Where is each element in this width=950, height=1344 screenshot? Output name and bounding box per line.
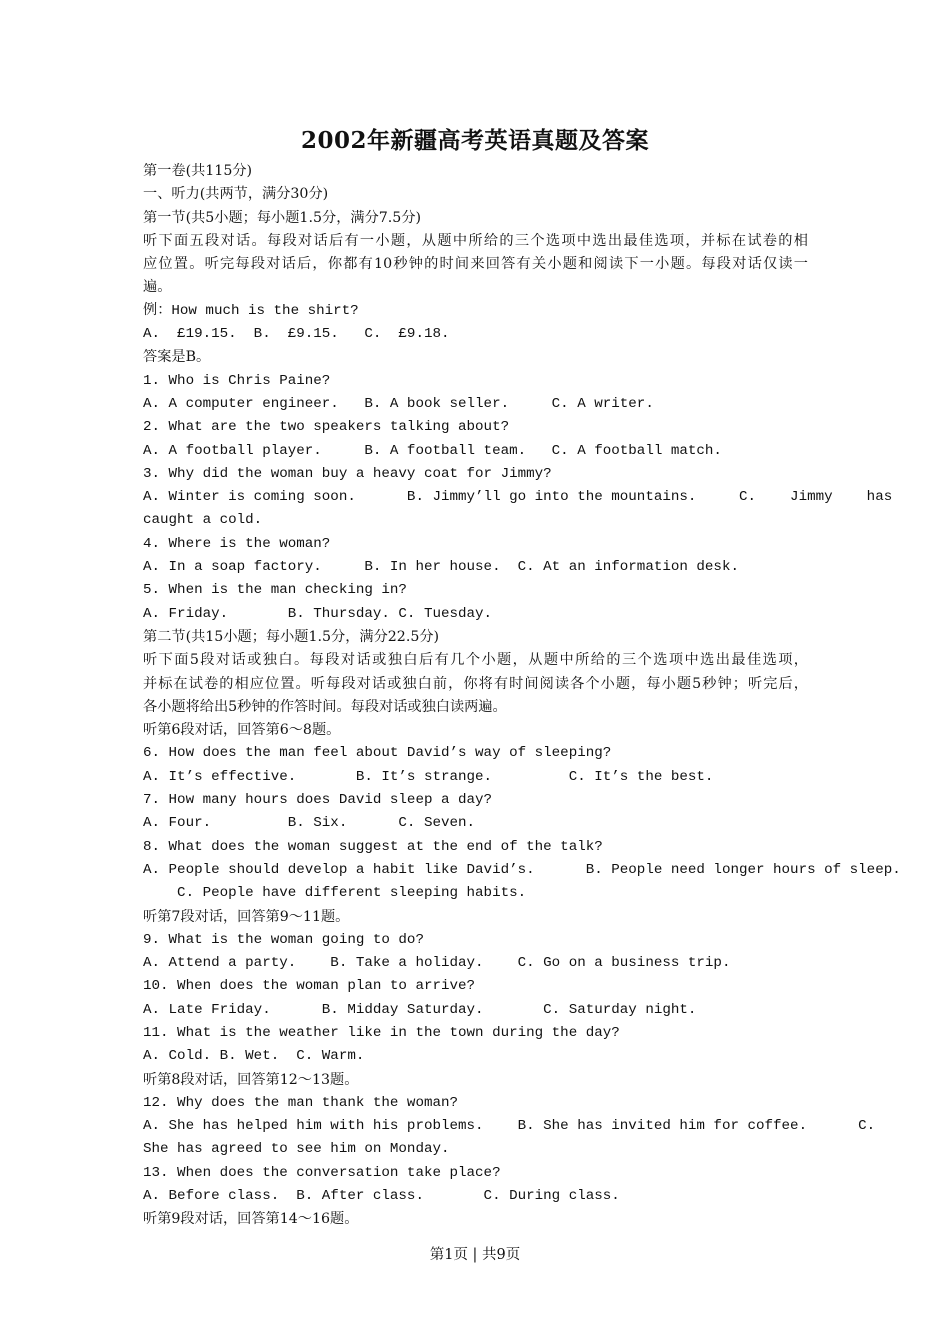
text-line: 12. Why does the man thank the woman?: [143, 1094, 459, 1111]
text-line: 第一节(共5小题；每小题1.5分，满分7.5分): [143, 209, 422, 226]
text-line: A. £19.15. B. £9.15. C. £9.18.: [143, 326, 450, 343]
text-line: 1. Who is Chris Paine?: [143, 372, 331, 389]
text-line: 13. When does the conversation take place?: [143, 1164, 501, 1181]
text-line: A. Winter is coming soon. B. Jimmy’ll go into the mountains. C. Jimmy has: [143, 489, 893, 506]
text-line: A. Late Friday. B. Midday Saturday. C. Saturday night.: [143, 1001, 697, 1018]
text-line: 4. Where is the woman?: [143, 535, 331, 552]
text-line: A. In a soap factory. B. In her house. C. At an information desk.: [143, 559, 739, 576]
text-line: A. A football player. B. A football team. C. A football match.: [143, 442, 722, 459]
text-line: 遍。: [143, 279, 172, 296]
text-line: 听第6段对话，回答第6～8题。: [143, 722, 341, 739]
text-line: 第一卷(共115分): [143, 163, 253, 179]
text-line: 听第9段对话，回答第14～16题。: [143, 1211, 359, 1228]
text-line: 听第7段对话，回答第9～11题。: [143, 908, 350, 925]
text-line: 9. What is the woman going to do?: [143, 931, 424, 948]
text-line: 2. What are the two speakers talking about?: [143, 419, 510, 436]
text-line: A. Cold. B. Wet. C. Warm.: [143, 1048, 365, 1065]
document-title: 2002年新疆高考英语真题及答案: [300, 127, 649, 154]
text-line: She has agreed to see him on Monday.: [143, 1141, 450, 1158]
text-line: 7. How many hours does David sleep a day?: [143, 792, 493, 809]
text-line: A. Friday. B. Thursday. C. Tuesday.: [143, 605, 493, 622]
text-line: 8. What does the woman suggest at the end of the talk?: [143, 838, 603, 855]
text-line: caught a cold.: [143, 512, 263, 529]
text-line: 例：How much is the shirt?: [143, 302, 359, 319]
text-line: 并标在试卷的相应位置。听每段对话或独白前，你将有时间阅读各个小题，每小题5秒钟；听完后，: [143, 675, 808, 692]
text-line: A. Attend a party. B. Take a holiday. C. Go on a business trip.: [143, 955, 731, 972]
text-line: 10. When does the woman plan to arrive?: [143, 978, 476, 995]
text-line: A. Four. B. Six. C. Seven.: [143, 815, 476, 832]
text-line: 听下面5段对话或独白。每段对话或独白后有几个小题，从题中所给的三个选项中选出最佳选项，: [143, 652, 808, 669]
text-line: 一、听力(共两节，满分30分): [143, 186, 329, 203]
text-line: A. She has helped him with his problems. B. She has invited him for coffee. C.: [143, 1118, 876, 1135]
text-line: 11. What is the weather like in the town during the day?: [143, 1024, 620, 1041]
text-line: A. It’s effective. B. It’s strange. C. It’s the best.: [143, 768, 714, 785]
text-line: 听下面五段对话。每段对话后有一小题，从题中所给的三个选项中选出最佳选项，并标在试卷的相: [143, 232, 808, 249]
text-line: 应位置。听完每段对话后，你都有10秒钟的时间来回答有关小题和阅读下一小题。每段对话仅读一: [143, 256, 808, 273]
page-footer: 第1页 | 共9页: [429, 1247, 521, 1263]
text-line: 听第8段对话，回答第12～13题。: [143, 1071, 359, 1088]
text-line: 答案是B。: [143, 349, 211, 366]
text-line: 5. When is the man checking in?: [143, 582, 407, 599]
text-line: 6. How does the man feel about David’s way of sleeping?: [143, 745, 612, 762]
text-line: 第二节(共15小题；每小题1.5分，满分22.5分): [143, 628, 440, 645]
text-line: A. Before class. B. After class. C. During class.: [143, 1188, 620, 1205]
text-line: 3. Why did the woman buy a heavy coat for Jimmy?: [143, 465, 552, 482]
document-body: [143, 160, 901, 1232]
text-line: A. People should develop a habit like David’s. B. People need longer hours of sleep.: [143, 861, 901, 878]
text-line: A. A computer engineer. B. A book seller. C. A writer.: [143, 395, 654, 412]
text-line: 各小题将给出5秒钟的作答时间。每段对话或独白读两遍。: [143, 698, 507, 715]
text-line: C. People have different sleeping habits.: [143, 885, 527, 902]
